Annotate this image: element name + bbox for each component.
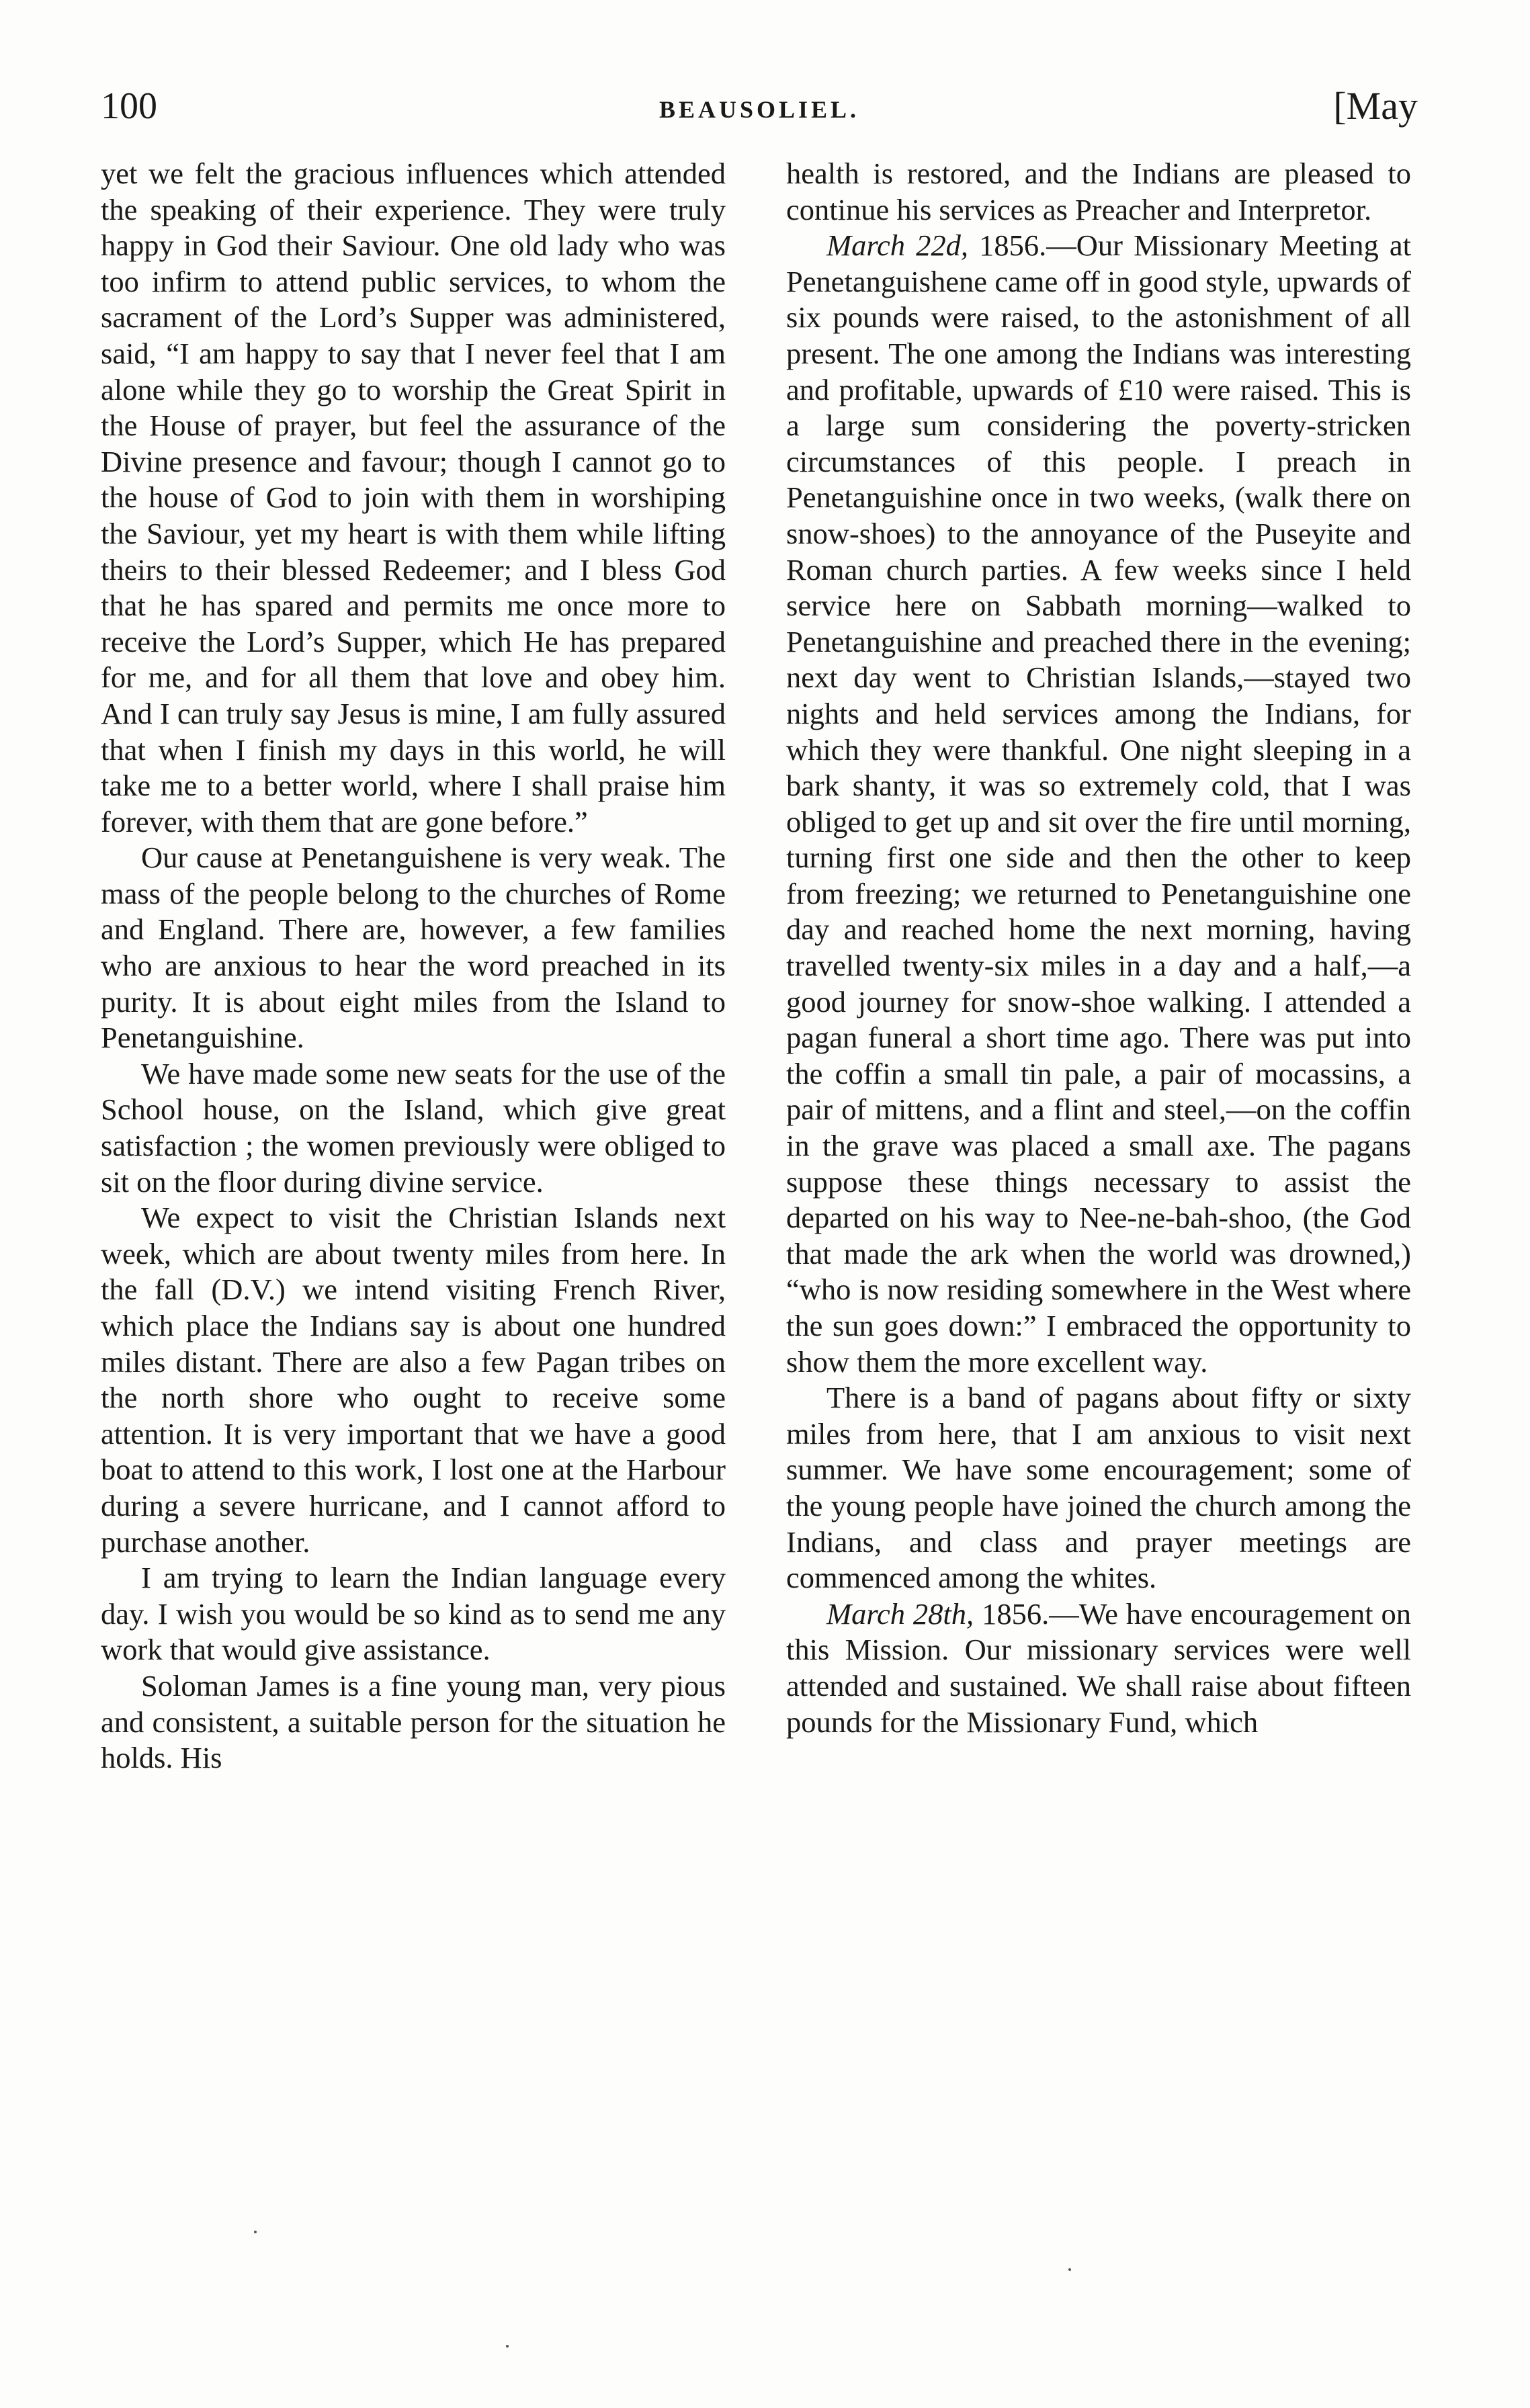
left-paragraph-4: We expect to visit the Christian Islands next week, which are about twenty miles from here. In the fall (D.V.) we intend visiting French River, which place the Indians say is about one hundred miles distant. There are also a few Pagan tribes on the north shore who ought to receive some attention. It is very important that we have a good boat to attend to this work, I lost one at the Harbour during a severe hurricane, and I cannot afford to purchase another.	[101, 1201, 726, 1559]
left-paragraph-3: We have made some new seats for the use of the School house, on the Island, which give great satisfaction ; the women previously were obliged to sit on the floor during divine service.	[101, 1056, 726, 1199]
print-speck	[1068, 2268, 1071, 2271]
month-label: [May	[1333, 84, 1418, 128]
right-column	[786, 156, 1411, 1740]
running-header	[101, 79, 1418, 140]
right-paragraph-4	[786, 1596, 1411, 1740]
print-speck	[506, 2345, 509, 2348]
left-column	[101, 156, 726, 1776]
left-paragraph-1: yet we felt the gracious influences which attended the speaking of their experience. They were truly happy in God their Saviour. One old lady who was too infirm to attend public services, to whom the sacrament of the Lord’s Supper was administered, said, “I am happy to say that I never feel that I am alone while they go to worship the Great Spirit in the House of prayer, but feel the assurance of the Divine presence and favour; though I cannot go to the house of God to join with them in worshiping the Saviour, yet my heart is with them while lifting theirs to their blessed Redeemer; and I bless God that he has spared and permits me once more to receive the Lord’s Supper, which He has prepared for me, and for all them that love and obey him. And I can truly say Jesus is mine, I am fully assured that when I finish my days in this world, he will take me to a better world, where I shall praise him forever, with them that are gone before.”	[101, 157, 726, 838]
left-paragraph-5: I am trying to learn the Indian language every day. I wish you would be so kind as to send me any work that would give assistance.	[101, 1561, 726, 1667]
page-number: 100	[101, 85, 157, 127]
right-paragraph-2	[786, 228, 1411, 1380]
left-paragraph-6: Soloman James is a fine young man, very pious and consistent, a suitable person for the situation he holds. His	[101, 1668, 726, 1775]
date-label: March 22d,	[826, 228, 968, 263]
right-paragraph-1: health is restored, and the Indians are pleased to continue his services as Preacher and Interpretor.	[786, 157, 1411, 226]
print-speck	[254, 2231, 257, 2233]
running-title: BEAUSOLIEL.	[658, 96, 860, 123]
paragraph-text: 1856.—Our Missionary Meeting at Penetanguishene came off in good style, upwards of six pounds were raised, to the astonishment of all present. The one among the Indians was interesting and profitable, upwards of £10 were raised. This is a large sum considering the poverty-stricken circumstances of this people. I preach in Penetanguishine once in two weeks, (walk there on snow-shoes) to the annoyance of the Puseyite and Roman church parties. A few weeks since I held service here on Sabbath morning—walked to Penetanguishine and preached there in the evening; next day went to Christian Islands,—stayed two nights and held services among the Indians, for which they were thankful. One night sleeping in a bark shanty, it was so extremely cold, that I was obliged to get up and sit over the fire until morning, turning first one side and then the other to keep from freezing; we returned to Penetanguishine one day and reached home the next morning, having travelled twenty-six miles in a day and a half,—a good journey for snow-shoe walking. I attended a pagan funeral a short time ago. There was put into the coffin a small tin pale, a pair of mocassins, a pair of mittens, and a flint and steel,—on the coffin in the grave was placed a small axe. The pagans suppose these things necessary to assist the departed on his way to Nee-ne-bah-shoo, (the God that made the ark when the world was drowned,) “who is now residing somewhere in the West where the sun goes down:” I embraced the opportunity to show them the more excellent way.	[786, 228, 1411, 1379]
right-paragraph-3: There is a band of pagans about fifty or sixty miles from here, that I am anxious to visit next summer. We have some encouragement; some of the young people have joined the church among the Indians, and class and prayer meetings are commenced among the whites.	[786, 1381, 1411, 1595]
date-label: March 28th,	[826, 1596, 974, 1631]
left-paragraph-2: Our cause at Penetanguishene is very weak. The mass of the people belong to the churches of Rome and England. There are, however, a few families who are anxious to hear the word preached in its purity. It is about eight miles from the Island to Penetanguishine.	[101, 841, 726, 1055]
paragraph-text: 1856.—We have encouragement on this Mission. Our missionary services were well attended and sustained. We shall raise about fifteen pounds for the Missionary Fund, which	[786, 1596, 1411, 1739]
